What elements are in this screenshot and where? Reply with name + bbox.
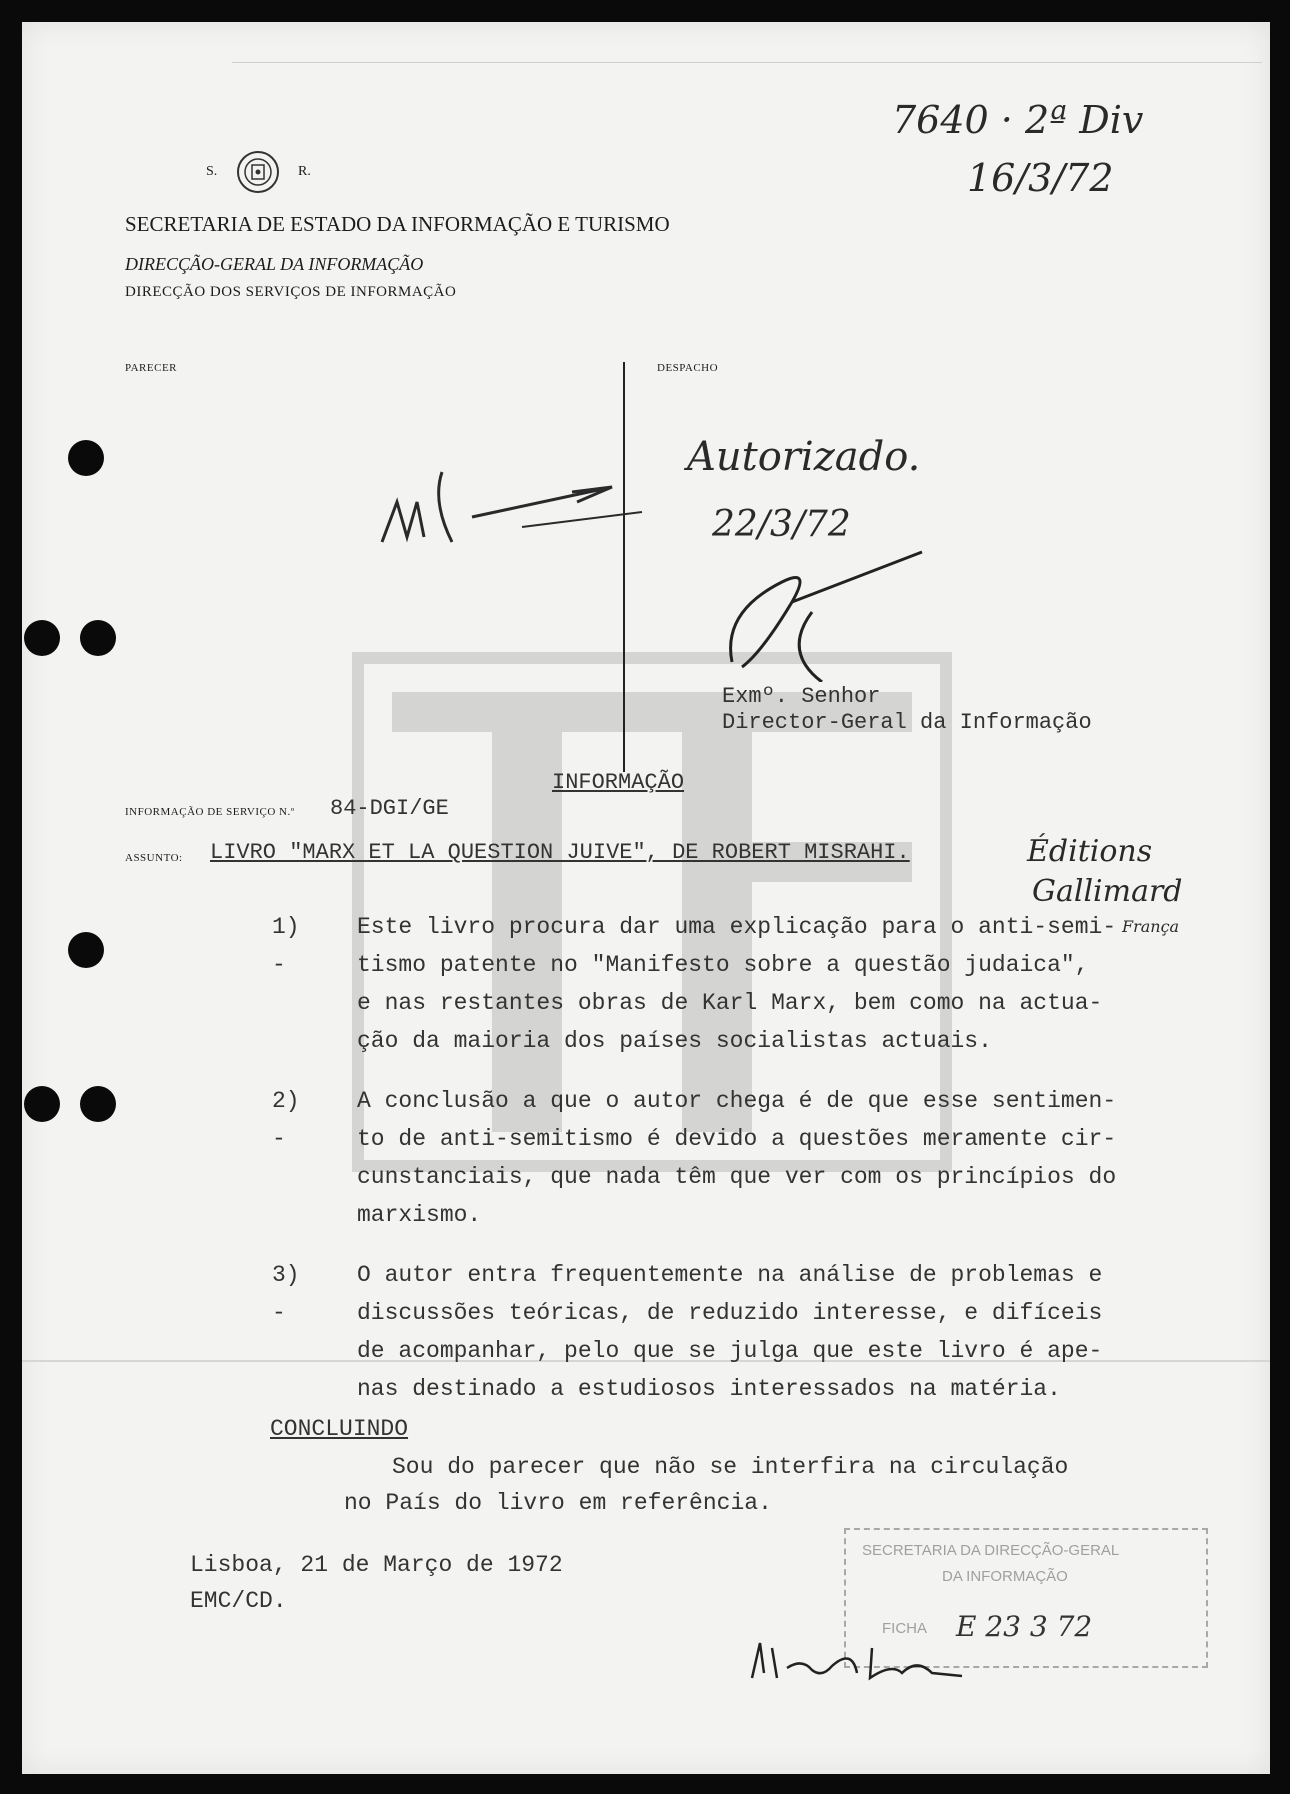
coat-of-arms-icon	[236, 150, 280, 194]
paragraph-line: de acompanhar, pelo que se julga que este livro é ape-	[357, 1338, 1103, 1364]
subject-label: ASSUNTO:	[125, 852, 183, 864]
punch-hole	[80, 1086, 116, 1122]
paragraph-line: marxismo.	[357, 1202, 482, 1228]
service-ref-label: INFORMAÇÃO DE SERVIÇO N.º	[125, 806, 295, 818]
parecer-signature	[362, 442, 662, 572]
typist-initials: EMC/CD.	[190, 1588, 287, 1614]
paragraph-line: tismo patente no "Manifesto sobre a questão judaica",	[357, 952, 1089, 978]
side-note-publisher-name: Gallimard	[1032, 874, 1183, 909]
service-name: DIRECÇÃO DOS SERVIÇOS DE INFORMAÇÃO	[125, 284, 457, 300]
paragraph-number: 3) -	[272, 1262, 300, 1326]
side-note-country: França	[1122, 917, 1180, 936]
despacho-signature	[722, 542, 942, 682]
ministry-name: SECRETARIA DE ESTADO DA INFORMAÇÃO E TURISMO	[125, 212, 670, 236]
paragraph-line: Este livro procura dar uma explicação para o anti-semi-	[357, 914, 1117, 940]
handwritten-reference: 7640 · 2ª Div	[892, 98, 1144, 142]
service-ref-number: 84-DGI/GE	[330, 796, 449, 821]
paragraph-line: to de anti-semitismo é devido a questões meramente cir-	[357, 1126, 1117, 1152]
side-note-publisher: Éditions	[1027, 834, 1153, 869]
coat-left-letter: S.	[206, 164, 218, 179]
punch-hole	[24, 1086, 60, 1122]
directorate-name: DIRECÇÃO-GERAL DA INFORMAÇÃO	[125, 254, 424, 274]
conclusion-heading: CONCLUINDO	[270, 1416, 409, 1442]
despacho-label: DESPACHO	[657, 362, 719, 374]
addressee-line-1: Exmº. Senhor	[722, 684, 881, 709]
punch-hole	[68, 440, 104, 476]
paragraph-line: O autor entra frequentemente na análise de problemas e	[357, 1262, 1103, 1288]
punch-hole	[80, 620, 116, 656]
document-page	[22, 22, 1270, 1774]
document-title: INFORMAÇÃO	[552, 770, 685, 795]
stamp-value: E 23 3 72	[956, 1610, 1093, 1643]
paragraph-line: discussões teóricas, de reduzido interesse, e difíceis	[357, 1300, 1103, 1326]
conclusion-line-1: Sou do parecer que não se interfira na circulação	[392, 1454, 1069, 1480]
paragraph-number: 2) -	[272, 1088, 300, 1152]
despacho-date: 22/3/72	[712, 504, 851, 545]
punch-hole	[24, 620, 60, 656]
bottom-signature	[742, 1628, 982, 1698]
paragraph-line: e nas restantes obras de Karl Marx, bem como na actua-	[357, 990, 1103, 1016]
despacho-authorization: Autorizado.	[687, 434, 921, 480]
stamp-line-2: DA INFORMAÇÃO	[942, 1568, 1068, 1585]
conclusion-line-2: no País do livro em referência.	[344, 1490, 772, 1516]
paragraph-number: 1) -	[272, 914, 300, 978]
paragraph-line: cunstanciais, que nada têm que ver com os princípios do	[357, 1164, 1117, 1190]
coat-right-letter: R.	[298, 164, 311, 179]
handwritten-date: 16/3/72	[967, 156, 1114, 200]
parecer-label: PARECER	[125, 362, 178, 374]
paragraph-line: A conclusão a que o autor chega é de que esse sentimen-	[357, 1088, 1117, 1114]
punch-hole	[68, 932, 104, 968]
stamp-label: FICHA	[882, 1620, 927, 1637]
paragraph-line: ção da maioria dos países socialistas actuais.	[357, 1028, 992, 1054]
top-edge-line	[232, 62, 1262, 63]
paragraph-line: nas destinado a estudiosos interessados na matéria.	[357, 1376, 1061, 1402]
stamp-line-1: SECRETARIA DA DIRECÇÃO-GERAL	[862, 1542, 1120, 1559]
place-and-date: Lisboa, 21 de Março de 1972	[190, 1552, 563, 1578]
subject-text: LIVRO "MARX ET LA QUESTION JUIVE", DE ROBERT MISRAHI.	[210, 840, 910, 865]
addressee-line-2: Director-Geral da Informação	[722, 710, 1092, 735]
